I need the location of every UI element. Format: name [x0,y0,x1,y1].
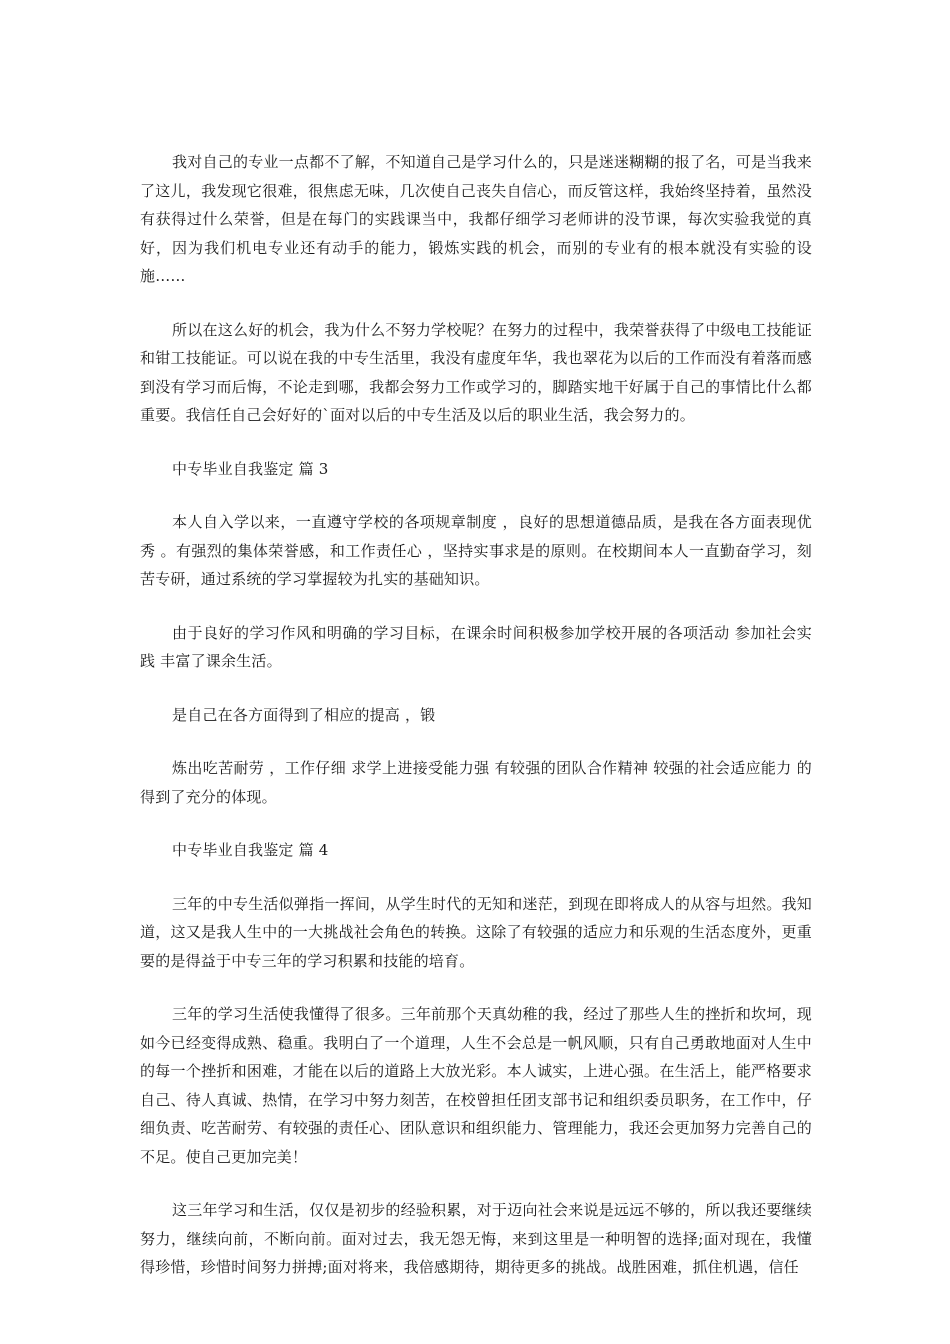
paragraph-three-years: 三年的中专生活似弹指一挥间，从学生时代的无知和迷茫，到现在即将成人的从容与坦然。我知道，这又是我人生中的一大挑战社会角色的转换。这除了有较强的适应力和乐观的生活态度外，更重要的是得益于中专三年的学习积累和技能的培育。 [140,894,812,970]
paragraph-major-intro: 我对自己的专业一点都不了解，不知道自己是学习什么的，只是迷迷糊糊的报了名，可是当我来了这儿，我发现它很难，很焦虑无味，几次使自己丧失自信心，而反管这样，我始终坚持着，虽然没有获得过什么荣誉，但是在每门的实践课当中，我都仔细学习老师讲的没节课，每次实验我觉的真好，因为我们机电专业还有动手的能力，锻炼实践的机会，而别的专业有的根本就没有实验的设施…… [140,153,812,285]
section-heading-4: 中专毕业自我鉴定 篇 4 [172,841,329,859]
paragraph-certificates: 所以在这么好的机会，我为什么不努力学校呢？在努力的过程中，我荣誉获得了中级电工技能证和钳工技能证。可以说在我的中专生活里，我没有虚度年华，我也翠花为以后的工作而没有着落而感到没有学习而后悔，不论走到哪，我都会努力工作或学习的，脚踏实地干好属于自己的事情比什么都重要。我信任自己会好好的`面对以后的中专生活及以后的职业生活，我会努力的。 [140,320,812,424]
section-heading-3: 中专毕业自我鉴定 篇 3 [172,459,329,478]
paragraph-abilities: 炼出吃苦耐劳 ，工作仔细 求学上进接受能力强 有较强的团队合作精神 较强的社会适应能力 的得到了充分的体现。 [140,759,812,806]
paragraph-activities: 由于良好的学习作风和明确的学习目标，在课余时间积极参加学校开展的各项活动 参加社会实践 丰富了课余生活。 [140,623,812,670]
paragraph-growth: 三年的学习生活使我懂得了很多。三年前那个天真幼稚的我，经过了那些人生的挫折和坎坷，现如今已经变得成熟、稳重。我明白了一个道理，人生不会总是一帆风顺，只有自己勇敢地面对人生中的每一个挫折和困难，才能在以后的道路上大放光彩。本人诚实，上进心强。在生活上，能严格要求自己、待人真诚、热情，在学习中努力刻苦，在校曾担任团支部书记和组织委员职务，在工作中，仔细负责、吃苦耐劳、有较强的责任心、团队意识和组织能力、管理能力，我还会更加努力完善自己的不足。使自己更加完美！ [140,1005,812,1166]
document-body [140,148,812,1307]
paragraph-rules: 本人自入学以来，一直遵守学校的各项规章制度 ，良好的思想道德品质，是我在各方面表现优秀 。有强烈的集体荣誉感，和工作责任心 ，坚持实事求是的原则。在校期间本人一直勤奋学习，刻苦专研，通过系统的学习掌握较为扎实的基础知识。 [140,513,812,588]
paragraph-future: 这三年学习和生活，仅仅是初步的经验积累，对于迈向社会来说是远远不够的，所以我还要继续努力，继续向前，不断向前。面对过去，我无怨无悔，来到这里是一种明智的选择;面对现在，我懂得珍惜，珍惜时间努力拼搏;面对将来，我倍感期待，期待更多的挑战。战胜困难，抓住机遇，信任 [140,1201,812,1276]
paragraph-improvement: 是自己在各方面得到了相应的提高 ，锻 [172,705,436,724]
